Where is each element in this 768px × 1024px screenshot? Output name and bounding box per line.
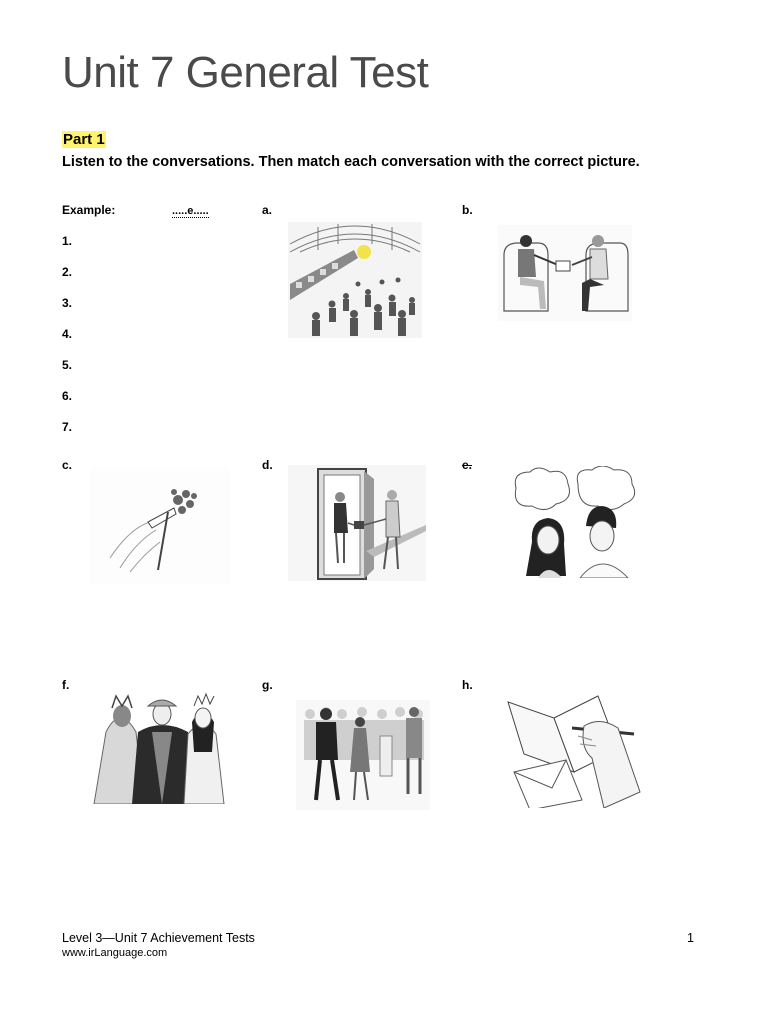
answer-number-6: 6. (62, 389, 73, 403)
answer-number-5: 5. (62, 358, 73, 372)
party-dancing-illustration (296, 700, 430, 810)
footer-title: Level 3—Unit 7 Achievement Tests (62, 931, 255, 945)
part-label: Part 1 (63, 131, 105, 148)
costume-party-illustration (92, 692, 228, 804)
bouquet-illustration (90, 468, 230, 584)
picture-label-f: f. (62, 678, 70, 692)
answer-number-3: 3. (62, 296, 73, 310)
doorway-gift-illustration (288, 465, 426, 581)
footer-website: www.irLanguage.com (62, 947, 168, 959)
writing-card-illustration (500, 688, 642, 808)
thinking-couple-illustration (508, 466, 644, 578)
picture-label-c: c. (62, 458, 73, 472)
answer-number-2: 2. (62, 265, 73, 279)
picture-label-b: b. (462, 203, 473, 217)
picture-label-d: d. (262, 458, 273, 472)
picture-label-a: a. (262, 203, 273, 217)
answer-number-7: 7. (62, 420, 73, 434)
train-station-crowd-illustration (288, 222, 422, 338)
gift-exchange-illustration (498, 225, 632, 321)
answer-number-4: 4. (62, 327, 73, 341)
picture-label-h: h. (462, 678, 473, 692)
answer-number-1: 1. (62, 234, 73, 248)
picture-label-g: g. (262, 678, 273, 692)
example-label: Example: (62, 203, 116, 217)
page-number: 1 (687, 931, 694, 945)
picture-label-e: e. (462, 458, 473, 472)
instructions: Listen to the conversations. Then match each conversation with the correct picture. (62, 154, 640, 170)
example-answer: .....e..... (172, 205, 209, 217)
page-title: Unit 7 General Test (62, 48, 429, 97)
